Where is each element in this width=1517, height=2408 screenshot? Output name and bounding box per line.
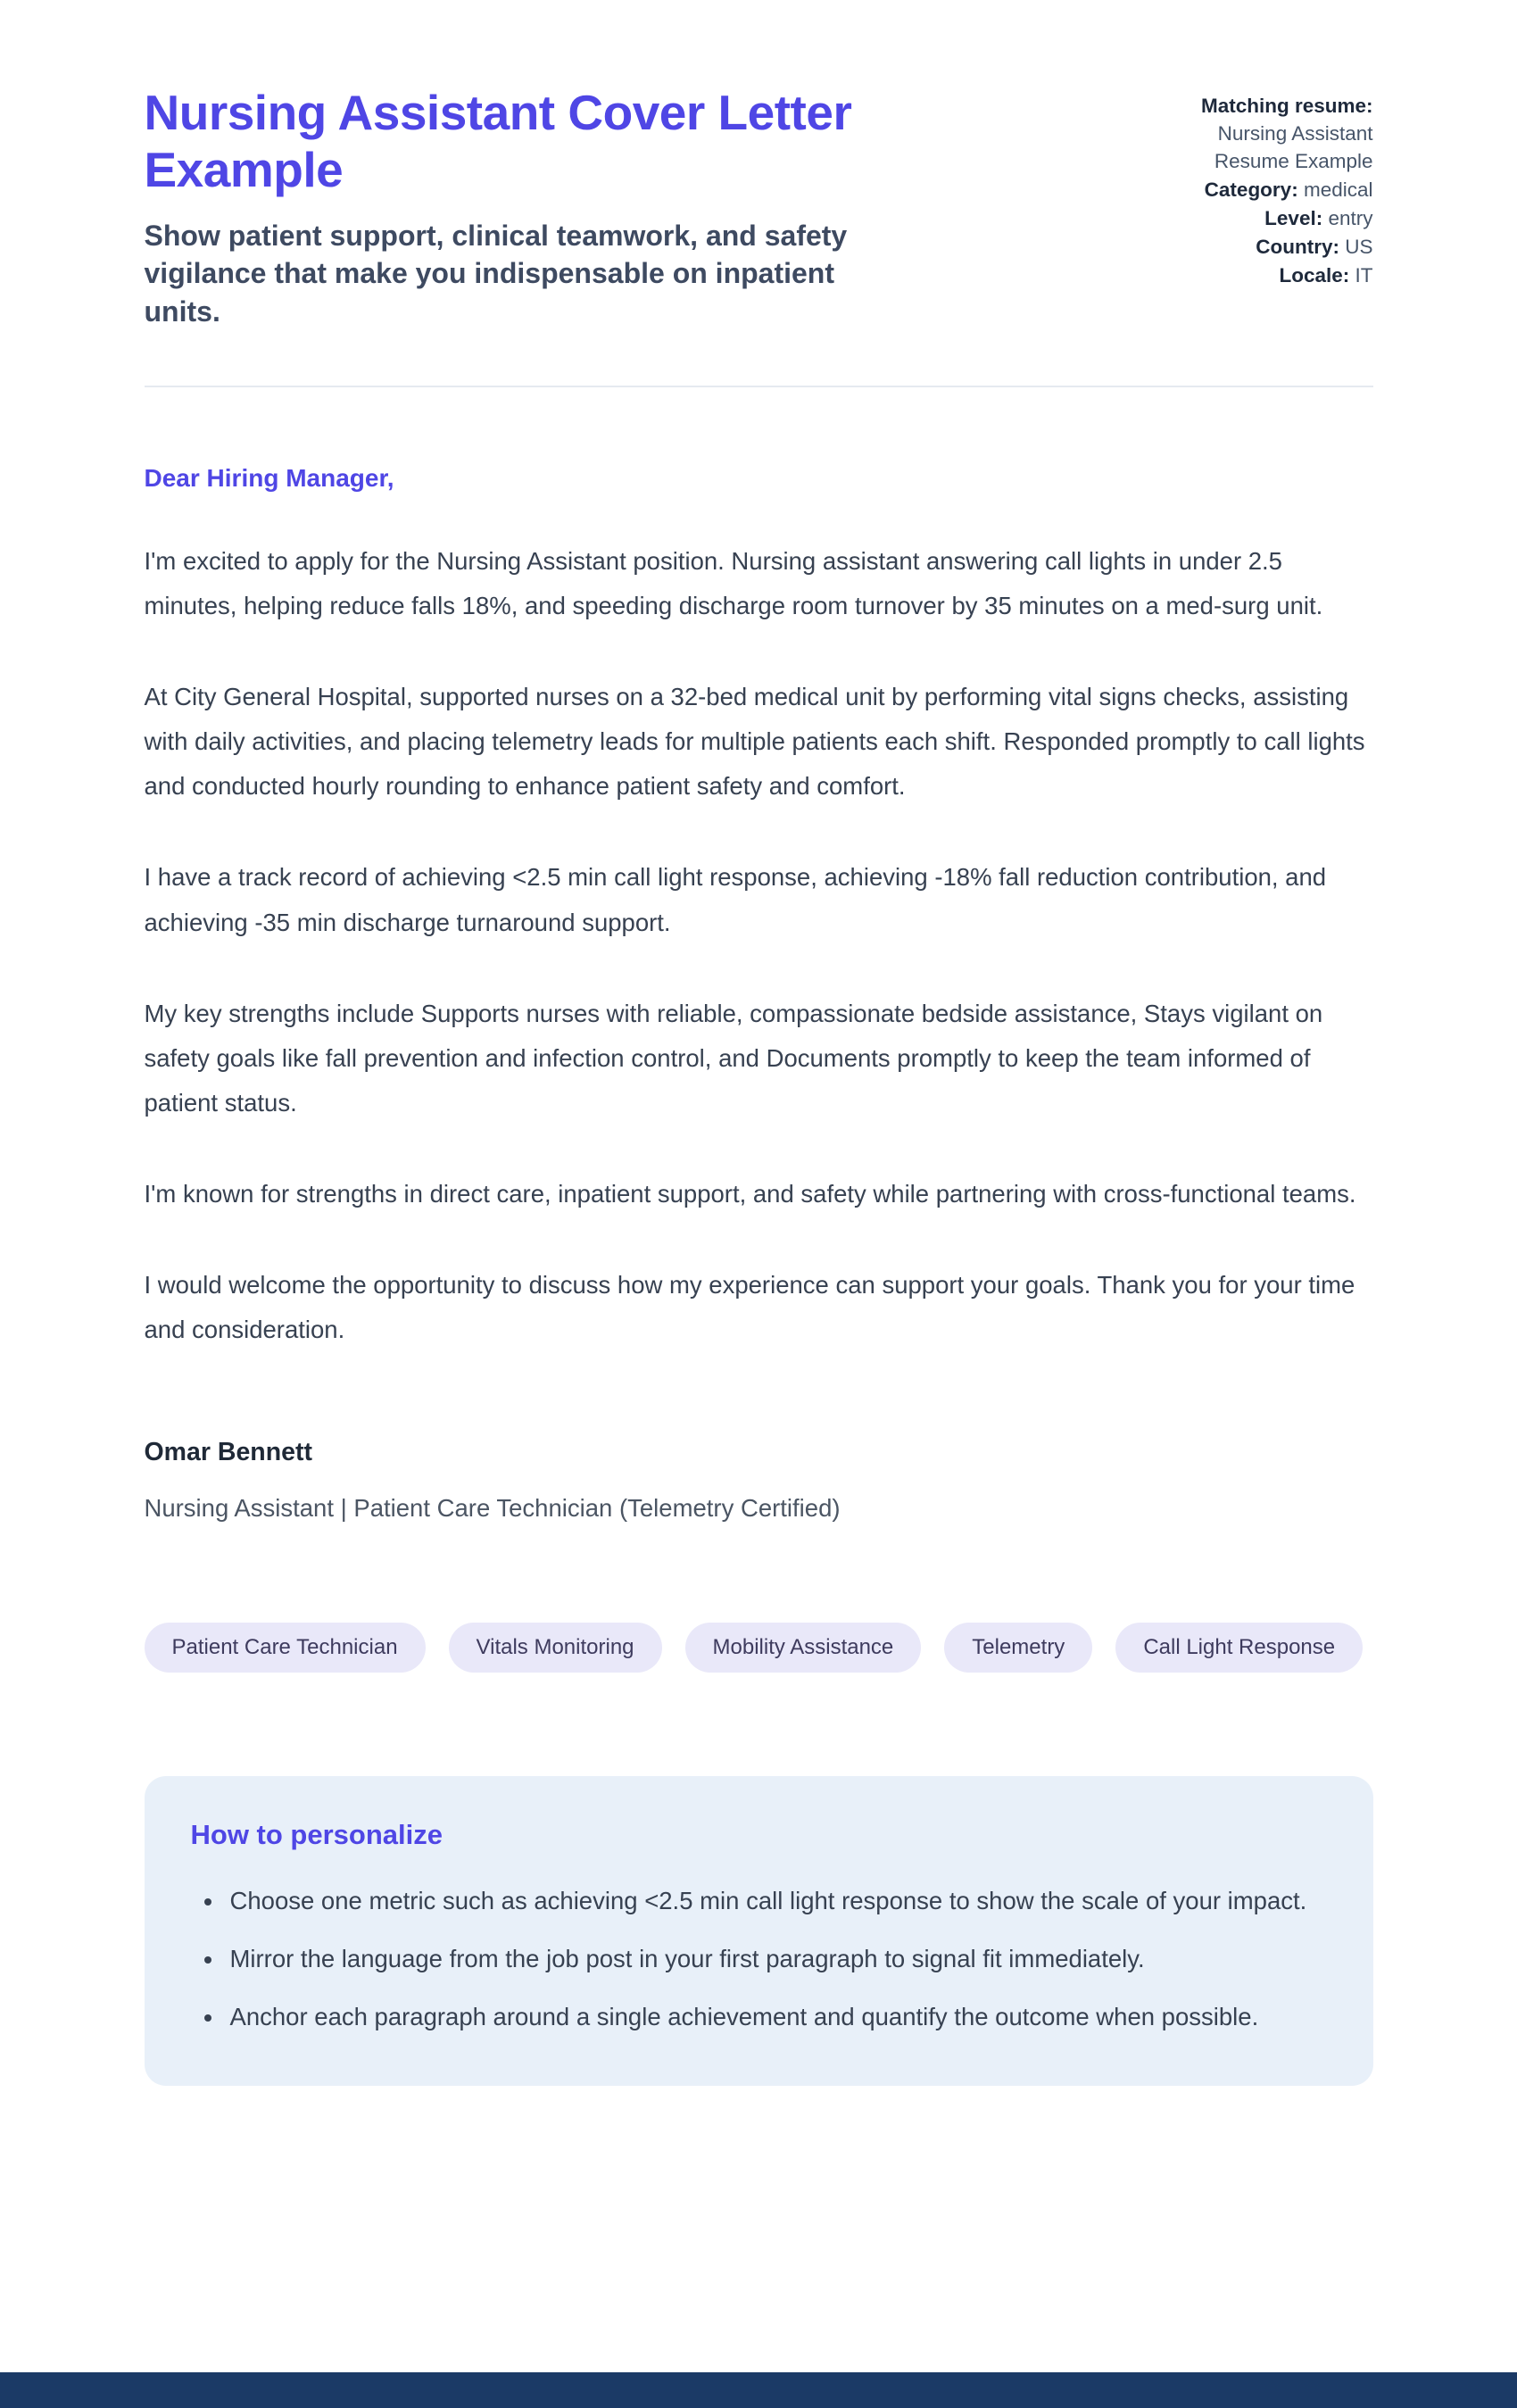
skill-tag[interactable]: Mobility Assistance	[685, 1623, 922, 1673]
signature-block	[145, 1438, 1373, 1523]
letter-paragraph: I would welcome the opportunity to discuss how my experience can support your goals. Thank you for your time and consideration.	[144, 1270, 1355, 1343]
letter-paragraph: I have a track record of achieving <2.5 min call light response, achieving -18% fall reduction contribution, and achieving -35 min discharge turnaround support.	[144, 863, 1327, 936]
resume-meta	[1146, 85, 1373, 290]
skill-tag[interactable]: Call Light Response	[1115, 1623, 1363, 1673]
skill-tag[interactable]: Vitals Monitoring	[449, 1623, 662, 1673]
personalize-tip-list	[182, 1880, 1327, 2039]
skill-tags	[145, 1623, 1373, 1673]
meta-level-value: entry	[1328, 207, 1373, 230]
meta-country-value: US	[1345, 236, 1373, 259]
signature-title: Nursing Assistant | Patient Care Technician (Telemetry Certified)	[144, 1493, 841, 1522]
meta-locale-label: Locale:	[1279, 264, 1350, 287]
signature-name: Omar Bennett	[144, 1437, 312, 1466]
meta-country-label: Country:	[1256, 236, 1339, 259]
personalize-tip: • Mirror the language from the job post in your first paragraph to signal fit immediately.	[225, 1938, 1327, 1981]
meta-category	[1146, 176, 1373, 203]
salutation: Dear Hiring Manager,	[144, 464, 394, 493]
letter-paragraph: I'm known for strengths in direct care, inpatient support, and safety while partnering with cross-functional teams.	[144, 1179, 1356, 1208]
page-title: Nursing Assistant Cover Letter Example	[144, 85, 852, 197]
meta-category-label: Category:	[1204, 179, 1298, 202]
letter-paragraph: My key strengths include Supports nurses with reliable, compassionate bedside assistance, Stays vigilant on safety goals like fall prevention and infection control, and Documents promptly to keep the team informed of patient status.	[144, 999, 1323, 1117]
letter-paragraph: At City General Hospital, supported nurses on a 32-bed medical unit by performing vital signs checks, assisting with daily activities, and placing telemetry leads for multiple patients each shift. Responded promptly to call lights and conducted hourly rounding to enhance patient safety and comfort.	[144, 683, 1365, 801]
meta-matching-resume	[1146, 92, 1373, 175]
meta-category-value: medical	[1303, 179, 1373, 202]
meta-country	[1146, 233, 1373, 261]
meta-level	[1146, 204, 1373, 232]
footer-bar	[0, 2372, 1517, 2408]
header-left	[145, 85, 1001, 330]
personalize-heading: How to personalize	[190, 1818, 443, 1850]
header-divider	[145, 386, 1373, 387]
header	[145, 85, 1373, 330]
page-subtitle: Show patient support, clinical teamwork, and safety vigilance that make you indispensable on inpatient units.	[144, 219, 848, 328]
cover-letter-body	[145, 464, 1373, 1523]
content-area	[145, 0, 1373, 2086]
skill-tag[interactable]: Telemetry	[944, 1623, 1092, 1673]
skill-tag[interactable]: Patient Care Technician	[145, 1623, 426, 1673]
meta-locale	[1146, 262, 1373, 289]
letter-paragraph: I'm excited to apply for the Nursing Assistant position. Nursing assistant answering call lights in under 2.5 minutes, helping reduce falls 18%, and speeding discharge room turnover by 35 minutes on a med-surg unit.	[144, 547, 1323, 620]
meta-matching-resume-label: Matching resume:	[1200, 95, 1373, 117]
personalize-tip: • Choose one metric such as achieving <2.5 min call light response to show the scale of your impact.	[225, 1880, 1327, 1923]
personalize-card	[145, 1776, 1373, 2086]
meta-level-label: Level:	[1264, 207, 1323, 230]
meta-locale-value: IT	[1355, 264, 1373, 287]
personalize-tip: • Anchor each paragraph around a single achievement and quantify the outcome when possible.	[225, 1996, 1327, 2039]
meta-matching-resume-value: Nursing Assistant Resume Example	[1214, 122, 1373, 173]
